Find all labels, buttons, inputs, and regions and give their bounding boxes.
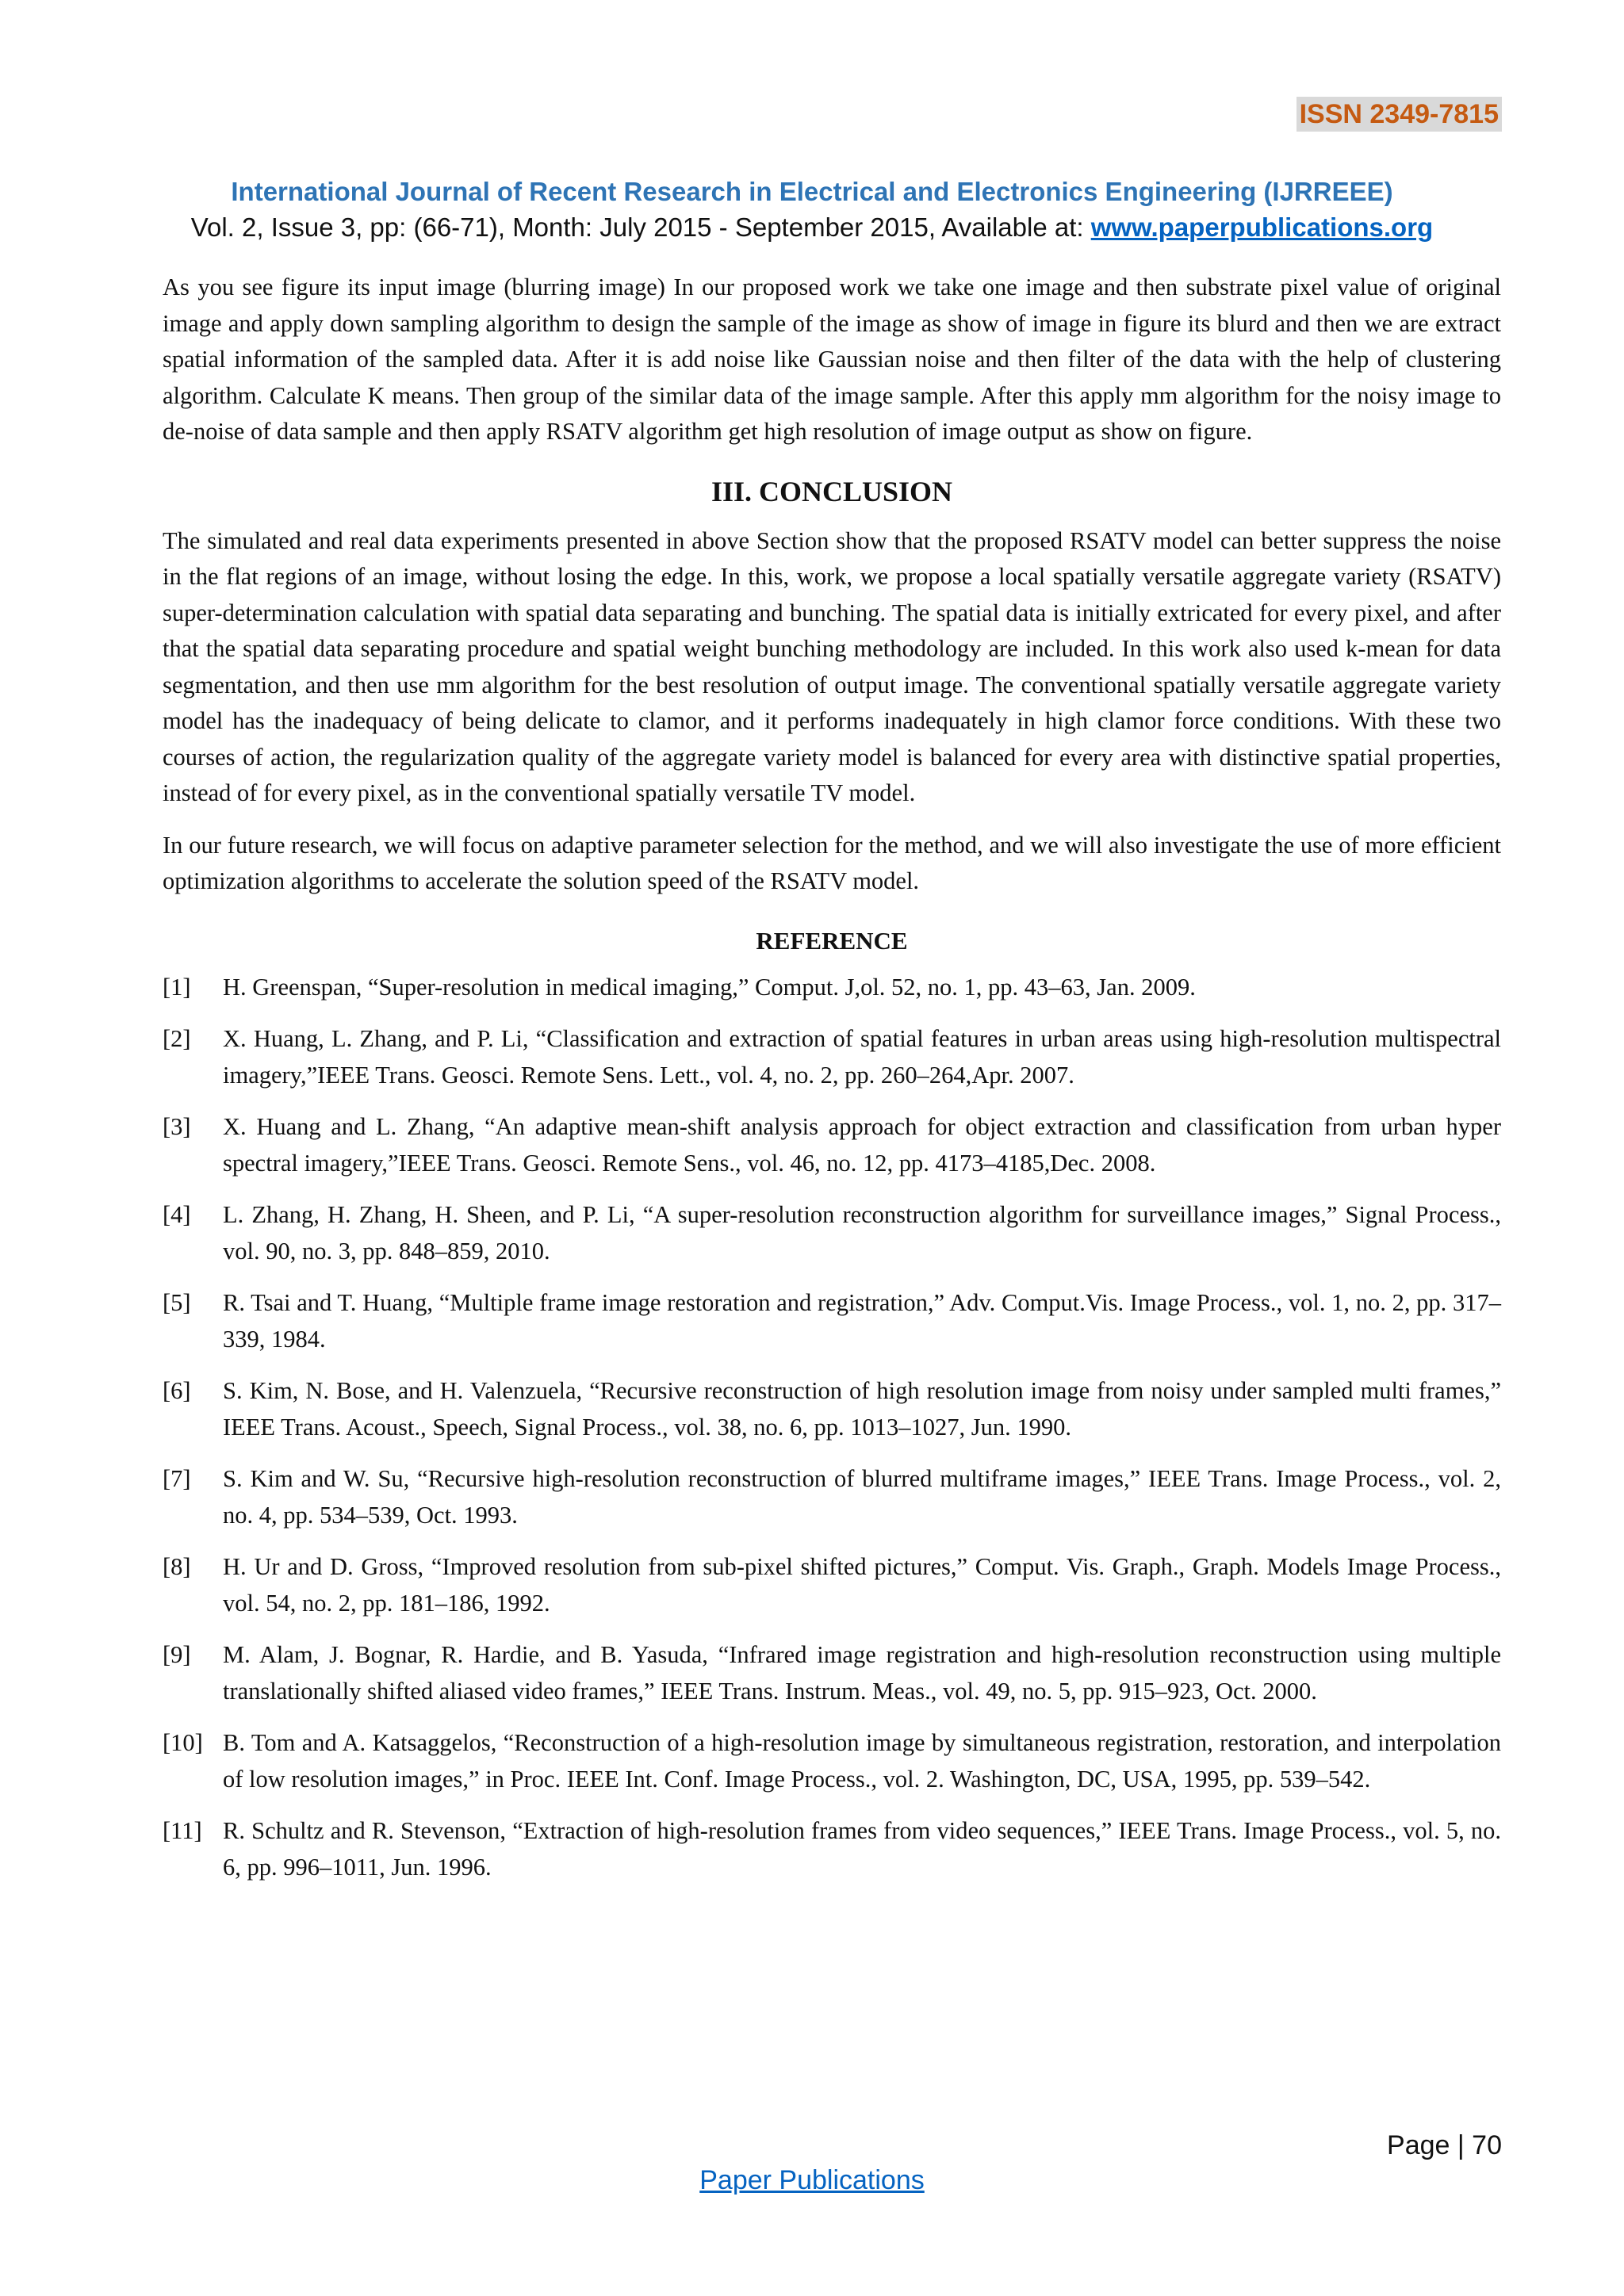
reference-item — [163, 1373, 1501, 1445]
reference-number: [4] — [163, 1201, 191, 1228]
page-content — [163, 270, 1501, 1901]
reference-number: [10] — [163, 1729, 203, 1756]
reference-heading: REFERENCE — [756, 926, 908, 955]
reference-item — [163, 1021, 1501, 1093]
issn-badge: ISSN 2349-7815 — [1297, 97, 1502, 132]
reference-item — [163, 970, 1501, 1006]
conclusion-heading: III. CONCLUSION — [710, 475, 953, 507]
reference-item — [163, 1461, 1501, 1533]
reference-item — [163, 1197, 1501, 1269]
reference-text: B. Tom and A. Katsaggelos, “Reconstruction of a high-resolution image by simultaneous registration, restoration, and interpolation of low resolution images,” in Proc. IEEE Int. Conf. Image Process., vol. 2. Washington, DC, USA, 1995, pp. 539–542. — [223, 1729, 1501, 1793]
reference-number: [3] — [163, 1113, 191, 1140]
reference-number: [6] — [163, 1377, 191, 1404]
reference-text: H. Greenspan, “Super-resolution in medical imaging,” Comput. J,ol. 52, no. 1, pp. 43–63, Jan. 2009. — [223, 973, 1196, 1001]
conclusion-paragraph-1: The simulated and real data experiments presented in above Section show that the proposed RSATV model can better suppress the noise in the flat regions of an image, without losing the edge. In this, work, we propose a local spatially versatile aggregate variety (RSATV) super-determination calculation with spatial data separating and bunching. The spatial data is initially extricated for every pixel, and after that the spatial data separating procedure and spatial weight bunching methodology are included. In this work also used k-mean for data segmentation, and then use mm algorithm for the best resolution of output image. The conventional spatially versatile aggregate variety model has the inadequacy of being delicate to clamor, and it performs inadequately in high clamor force conditions. With these two courses of action, the regularization quality of the aggregate variety model is balanced for every area with distinctive spatial properties, instead of for every pixel, as in the conventional spatially versatile TV model. — [163, 526, 1501, 806]
reference-number: [1] — [163, 973, 191, 1001]
publisher-link[interactable]: Paper Publications — [699, 2165, 925, 2195]
reference-text: L. Zhang, H. Zhang, H. Sheen, and P. Li, “A super-resolution reconstruction algorithm for surveillance images,” Signal Process., vol. 90, no. 3, pp. 848–859, 2010. — [223, 1201, 1501, 1265]
reference-number: [9] — [163, 1641, 191, 1668]
reference-number: [11] — [163, 1817, 202, 1844]
reference-text: R. Tsai and T. Huang, “Multiple frame image restoration and registration,” Adv. Comput.Vis. Image Process., vol. 1, no. 2, pp. 317–339, 1984. — [223, 1289, 1501, 1353]
reference-number: [2] — [163, 1025, 191, 1052]
reference-text: X. Huang, L. Zhang, and P. Li, “Classification and extraction of spatial features in urban areas using high-resolution multispectral imagery,”IEEE Trans. Geosci. Remote Sens. Lett., vol. 4, no. 2, pp. 260–264,Apr. 2007. — [223, 1025, 1501, 1089]
reference-item — [163, 1285, 1501, 1357]
reference-item — [163, 1813, 1501, 1885]
reference-number: [5] — [163, 1289, 191, 1316]
reference-text: S. Kim and W. Su, “Recursive high-resolution reconstruction of blurred multiframe images,” IEEE Trans. Image Process., vol. 2, no. 4, pp. 534–539, Oct. 1993. — [223, 1465, 1501, 1529]
journal-title: International Journal of Recent Research in Electrical and Electronics Engineering (IJRREEE) — [231, 177, 1393, 206]
reference-item — [163, 1109, 1501, 1181]
reference-text: M. Alam, J. Bognar, R. Hardie, and B. Yasuda, “Infrared image registration and high-resolution reconstruction using multiple translationally shifted aliased video frames,” IEEE Trans. Instrum. Meas., vol. 49, no. 5, pp. 915–923, Oct. 2000. — [223, 1641, 1501, 1705]
conclusion-paragraph-2: In our future research, we will focus on adaptive parameter selection for the method, and we will also investigate the use of more efficient optimization algorithms to accelerate the solution speed of the RSATV model. — [163, 831, 1501, 894]
reference-item — [163, 1637, 1501, 1709]
journal-volume-info — [0, 210, 1624, 245]
page-number: Page | 70 — [1387, 2130, 1502, 2160]
reference-item — [163, 1725, 1501, 1797]
body-paragraph: As you see figure its input image (blurring image) In our proposed work we take one image and then substrate pixel value of original image and apply down sampling algorithm to design the sample of the image as show of image in figure its blurd and then we are extract spatial information of the sampled data. After it is add noise like Gaussian noise and then filter of the data with the help of clustering algorithm. Calculate K means. Then group of the similar data of the image sample. After this apply mm algorithm for the noisy image to de-noise of data sample and then apply RSATV algorithm get high resolution of image output as show on figure. — [163, 274, 1501, 445]
reference-text: H. Ur and D. Gross, “Improved resolution from sub-pixel shifted pictures,” Comput. Vis. Graph., Graph. Models Image Process., vol. 54, no. 2, pp. 181–186, 1992. — [223, 1553, 1501, 1617]
reference-number: [7] — [163, 1465, 191, 1492]
reference-text: S. Kim, N. Bose, and H. Valenzuela, “Recursive reconstruction of high resolution image from noisy under sampled multi frames,” IEEE Trans. Acoust., Speech, Signal Process., vol. 38, no. 6, pp. 1013–1027, Jun. 1990. — [223, 1377, 1501, 1441]
footer-publisher — [0, 2163, 1624, 2198]
reference-number: [8] — [163, 1553, 191, 1580]
volume-text: Vol. 2, Issue 3, pp: (66-71), Month: July 2015 - September 2015, Available at: — [190, 212, 1091, 242]
reference-text: R. Schultz and R. Stevenson, “Extraction of high-resolution frames from video sequences,” IEEE Trans. Image Process., vol. 5, no. 6, pp. 996–1011, Jun. 1996. — [223, 1817, 1501, 1881]
reference-list — [163, 970, 1501, 1886]
journal-website-link[interactable]: www.paperpublications.org — [1090, 212, 1434, 242]
reference-text: X. Huang and L. Zhang, “An adaptive mean-shift analysis approach for object extraction and classification from urban hyper spectral imagery,”IEEE Trans. Geosci. Remote Sens., vol. 46, no. 12, pp. 4173–4185,Dec. 2008. — [223, 1113, 1501, 1177]
reference-item — [163, 1549, 1501, 1621]
